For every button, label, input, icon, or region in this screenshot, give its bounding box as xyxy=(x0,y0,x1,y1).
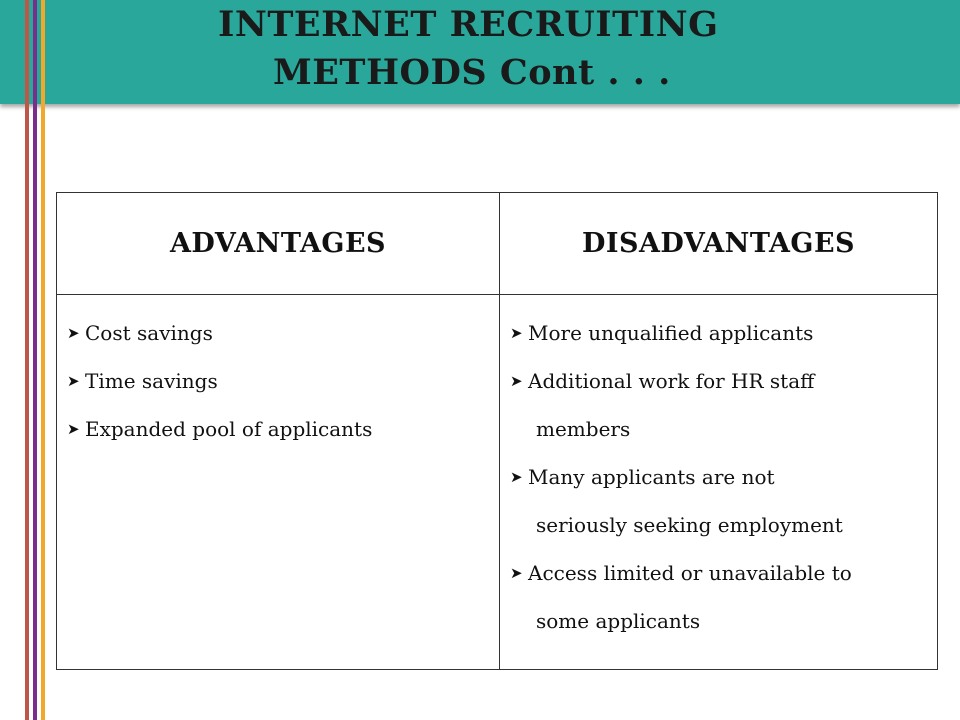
arrowhead-bullet-icon: ➤ xyxy=(510,564,523,582)
advantages-header: ADVANTAGES xyxy=(57,193,500,295)
disadvantages-header: DISADVANTAGES xyxy=(500,193,938,295)
item-text: More unqualified applicants xyxy=(528,321,814,345)
item-text-continued: seriously seeking employment xyxy=(536,513,843,537)
list-item xyxy=(508,453,937,549)
list-item xyxy=(508,309,937,357)
advantages-list xyxy=(65,309,499,453)
item-text: Many applicants are not xyxy=(528,465,775,489)
arrowhead-bullet-icon: ➤ xyxy=(510,468,523,486)
comparison-table xyxy=(56,192,938,670)
item-text: Time savings xyxy=(85,369,218,393)
title-line-2: METHODS Cont . . . xyxy=(273,52,671,93)
arrowhead-bullet-icon: ➤ xyxy=(510,372,523,390)
item-text: Additional work for HR staff xyxy=(528,369,815,393)
advantages-cell xyxy=(57,295,500,670)
accent-line-red xyxy=(25,0,29,720)
item-text-continued: some applicants xyxy=(536,609,701,633)
list-item xyxy=(508,549,937,645)
table-header-row xyxy=(57,193,938,295)
disadvantages-cell xyxy=(500,295,938,670)
arrowhead-bullet-icon: ➤ xyxy=(67,324,80,342)
disadvantages-list xyxy=(508,309,937,645)
arrowhead-bullet-icon: ➤ xyxy=(510,324,523,342)
list-item xyxy=(508,357,937,453)
list-item xyxy=(65,405,499,453)
item-text: Access limited or unavailable to xyxy=(528,561,852,585)
arrowhead-bullet-icon: ➤ xyxy=(67,420,80,438)
list-item xyxy=(65,357,499,405)
accent-line-orange xyxy=(41,0,45,720)
item-text-continued: members xyxy=(536,417,631,441)
title-line-1: INTERNET RECRUITING xyxy=(218,4,719,45)
arrowhead-bullet-icon: ➤ xyxy=(67,372,80,390)
list-item xyxy=(65,309,499,357)
table-row xyxy=(57,295,938,670)
item-text: Cost savings xyxy=(85,321,213,345)
accent-line-purple xyxy=(33,0,37,720)
slide-title xyxy=(0,0,960,104)
item-text: Expanded pool of applicants xyxy=(85,417,373,441)
